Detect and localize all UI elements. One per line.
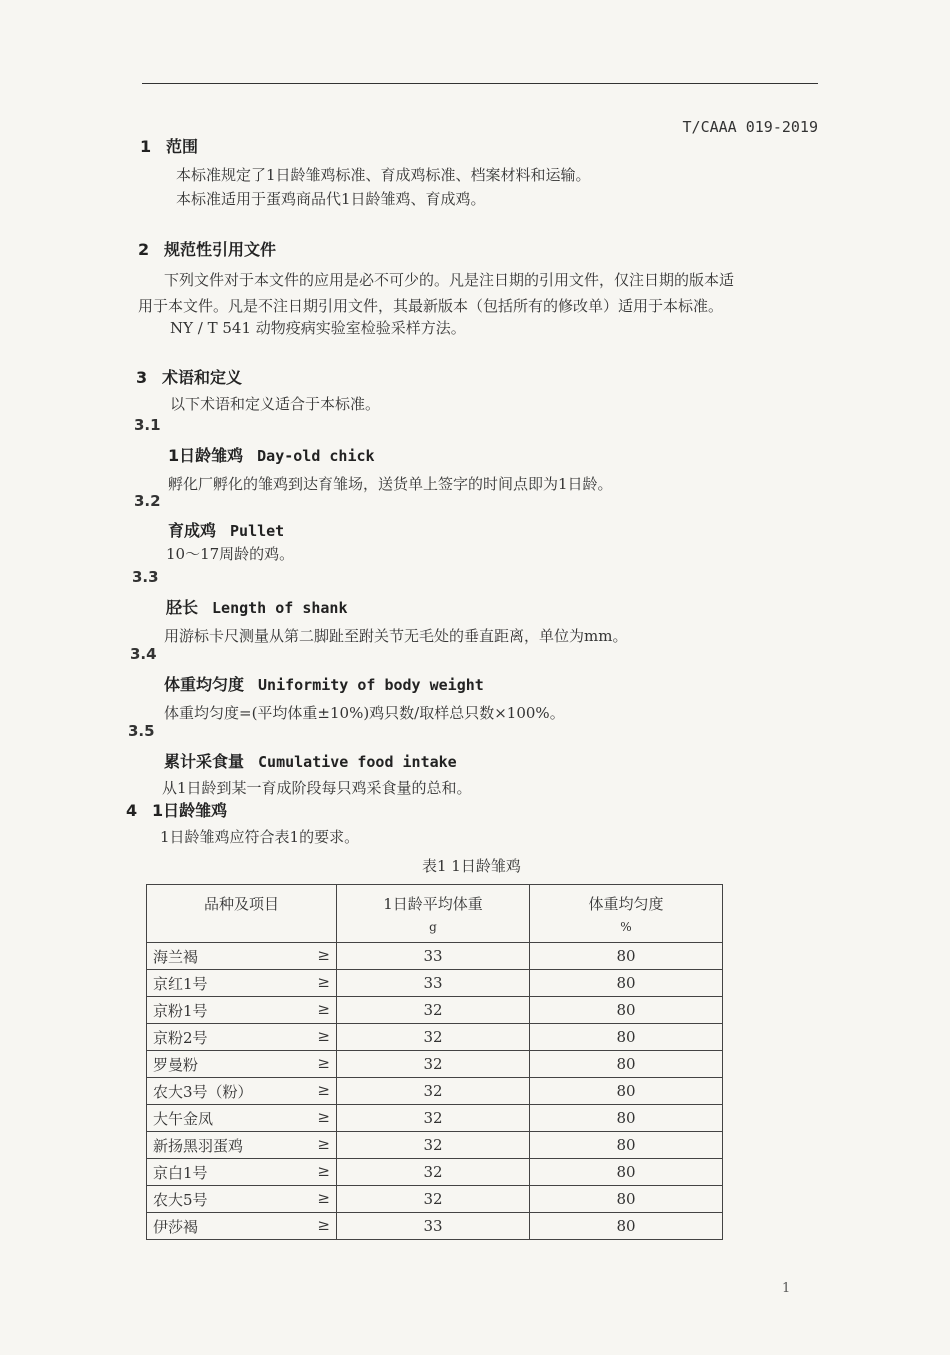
table-row bbox=[147, 943, 723, 970]
header-label: 1日龄平均体重 bbox=[383, 895, 483, 913]
breed-name: 罗曼粉 bbox=[153, 1055, 199, 1074]
breed-name: 京粉2号 bbox=[153, 1028, 208, 1047]
avg-weight-cell: 32 bbox=[337, 1051, 530, 1078]
term-english: Uniformity of body weight bbox=[258, 676, 484, 694]
header-label: 品种及项目 bbox=[203, 895, 279, 913]
table-row bbox=[147, 1159, 723, 1186]
breed-name: 大午金凤 bbox=[153, 1109, 214, 1128]
table-row bbox=[147, 1078, 723, 1105]
term-number: 3.4 bbox=[130, 645, 157, 663]
table-row bbox=[147, 1213, 723, 1240]
breed-cell bbox=[147, 943, 337, 970]
breed-name: 京白1号 bbox=[153, 1163, 208, 1182]
term-heading bbox=[168, 518, 284, 541]
section-2-paragraph-1-line-2: 用于本文件。凡是不注日期引用文件，其最新版本（包括所有的修改单）适用于本标准。 bbox=[138, 297, 724, 315]
comparison-operator: ≥ bbox=[317, 1188, 330, 1207]
breed-cell bbox=[147, 1024, 337, 1051]
comparison-operator: ≥ bbox=[317, 999, 330, 1018]
avg-weight-cell: 32 bbox=[337, 1132, 530, 1159]
comparison-operator: ≥ bbox=[317, 1134, 330, 1153]
section-2-heading bbox=[138, 237, 276, 260]
comparison-operator: ≥ bbox=[317, 1053, 330, 1072]
term-chinese: 1日龄雏鸡 bbox=[168, 446, 244, 465]
comparison-operator: ≥ bbox=[317, 1026, 330, 1045]
term-english: Cumulative food intake bbox=[258, 753, 457, 771]
breed-name: 农大5号 bbox=[153, 1190, 208, 1209]
uniformity-cell: 80 bbox=[530, 1078, 723, 1105]
section-4-paragraph-1: 1日龄雏鸡应符合表1的要求。 bbox=[160, 828, 360, 846]
breed-cell bbox=[147, 1186, 337, 1213]
term-definition: 10～17周龄的鸡。 bbox=[166, 545, 295, 563]
term-definition: 从1日龄到某一育成阶段每只鸡采食量的总和。 bbox=[162, 779, 472, 797]
avg-weight-cell: 33 bbox=[337, 943, 530, 970]
breed-cell bbox=[147, 970, 337, 997]
term-english: Day-old chick bbox=[257, 447, 375, 465]
section-number: 1 bbox=[140, 137, 152, 156]
breed-cell bbox=[147, 1078, 337, 1105]
section-1-paragraph-1: 本标准规定了1日龄雏鸡标准、育成鸡标准、档案材料和运输。 bbox=[176, 166, 591, 184]
breed-name: 京粉1号 bbox=[153, 1001, 208, 1020]
uniformity-cell: 80 bbox=[530, 1159, 723, 1186]
section-number: 4 bbox=[126, 801, 138, 820]
section-title: 1日龄雏鸡 bbox=[152, 801, 228, 820]
term-chinese: 累计采食量 bbox=[164, 752, 245, 771]
term-english: Length of shank bbox=[212, 599, 348, 617]
term-english: Pullet bbox=[230, 522, 285, 540]
header-unit: g bbox=[429, 920, 437, 934]
term-number: 3.3 bbox=[132, 568, 159, 586]
breed-cell bbox=[147, 1132, 337, 1159]
table-header-uniformity bbox=[530, 885, 723, 943]
table-caption: 表1 1日龄雏鸡 bbox=[422, 857, 521, 875]
breed-cell bbox=[147, 1051, 337, 1078]
uniformity-cell: 80 bbox=[530, 1132, 723, 1159]
term-number: 3.5 bbox=[128, 722, 155, 740]
uniformity-cell: 80 bbox=[530, 1105, 723, 1132]
breed-name: 京红1号 bbox=[153, 974, 208, 993]
breed-name: 伊莎褐 bbox=[153, 1217, 199, 1236]
table-header-breed bbox=[147, 885, 337, 943]
term-heading bbox=[164, 672, 484, 695]
section-title: 范围 bbox=[166, 137, 199, 156]
term-definition: 孵化厂孵化的雏鸡到达育雏场，送货单上签字的时间点即为1日龄。 bbox=[168, 475, 613, 493]
term-heading bbox=[164, 749, 457, 772]
section-1-heading bbox=[140, 134, 198, 157]
section-4-heading bbox=[126, 798, 227, 821]
uniformity-cell: 80 bbox=[530, 997, 723, 1024]
term-chinese: 体重均匀度 bbox=[164, 675, 245, 694]
term-definition: 体重均匀度=(平均体重±10%)鸡只数/取样总只数×100%。 bbox=[164, 704, 565, 722]
table-1-day-old-chicks bbox=[146, 884, 723, 1240]
avg-weight-cell: 32 bbox=[337, 997, 530, 1024]
breed-cell bbox=[147, 1159, 337, 1186]
page-number: 1 bbox=[782, 1281, 791, 1296]
uniformity-cell: 80 bbox=[530, 1051, 723, 1078]
comparison-operator: ≥ bbox=[317, 1161, 330, 1180]
breed-cell bbox=[147, 1105, 337, 1132]
uniformity-cell: 80 bbox=[530, 943, 723, 970]
section-2-paragraph-2: NY / T 541 动物疫病实验室检验采样方法。 bbox=[170, 319, 466, 337]
breed-cell bbox=[147, 997, 337, 1024]
table-row bbox=[147, 1024, 723, 1051]
breed-name: 海兰褐 bbox=[153, 947, 199, 966]
header-rule bbox=[142, 83, 818, 84]
comparison-operator: ≥ bbox=[317, 972, 330, 991]
term-heading bbox=[168, 443, 375, 466]
breed-name: 新扬黑羽蛋鸡 bbox=[153, 1136, 244, 1155]
term-number: 3.1 bbox=[134, 416, 161, 434]
uniformity-cell: 80 bbox=[530, 970, 723, 997]
section-2-paragraph-1-line-1: 下列文件对于本文件的应用是必不可少的。凡是注日期的引用文件，仅注日期的版本适 bbox=[164, 271, 735, 289]
uniformity-cell: 80 bbox=[530, 1213, 723, 1240]
section-number: 3 bbox=[136, 368, 148, 387]
table-row bbox=[147, 1051, 723, 1078]
header-unit: % bbox=[620, 920, 632, 934]
section-3-heading bbox=[136, 365, 242, 388]
table-row bbox=[147, 970, 723, 997]
avg-weight-cell: 33 bbox=[337, 970, 530, 997]
avg-weight-cell: 32 bbox=[337, 1078, 530, 1105]
standard-code: T/CAAA 019-2019 bbox=[682, 118, 818, 136]
table-row bbox=[147, 997, 723, 1024]
comparison-operator: ≥ bbox=[317, 1107, 330, 1126]
comparison-operator: ≥ bbox=[317, 1215, 330, 1234]
breed-name: 农大3号（粉） bbox=[153, 1082, 253, 1101]
header-label: 体重均匀度 bbox=[588, 895, 664, 913]
table-row bbox=[147, 1132, 723, 1159]
term-definition: 用游标卡尺测量从第二脚趾至跗关节无毛处的垂直距离，单位为mm。 bbox=[164, 627, 628, 645]
section-title: 术语和定义 bbox=[162, 368, 243, 387]
uniformity-cell: 80 bbox=[530, 1186, 723, 1213]
section-3-paragraph-1: 以下术语和定义适合于本标准。 bbox=[170, 395, 381, 413]
comparison-operator: ≥ bbox=[317, 945, 330, 964]
term-number: 3.2 bbox=[134, 492, 161, 510]
avg-weight-cell: 32 bbox=[337, 1024, 530, 1051]
term-chinese: 育成鸡 bbox=[168, 521, 217, 540]
avg-weight-cell: 32 bbox=[337, 1105, 530, 1132]
avg-weight-cell: 32 bbox=[337, 1159, 530, 1186]
breed-cell bbox=[147, 1213, 337, 1240]
table-row bbox=[147, 1105, 723, 1132]
section-1-paragraph-2: 本标准适用于蛋鸡商品代1日龄雏鸡、育成鸡。 bbox=[176, 190, 486, 208]
section-title: 规范性引用文件 bbox=[164, 240, 277, 259]
term-heading bbox=[166, 595, 347, 618]
section-number: 2 bbox=[138, 240, 150, 259]
comparison-operator: ≥ bbox=[317, 1080, 330, 1099]
table-row bbox=[147, 1186, 723, 1213]
avg-weight-cell: 33 bbox=[337, 1213, 530, 1240]
avg-weight-cell: 32 bbox=[337, 1186, 530, 1213]
uniformity-cell: 80 bbox=[530, 1024, 723, 1051]
table-header-avg-weight bbox=[337, 885, 530, 943]
term-chinese: 胫长 bbox=[166, 598, 199, 617]
